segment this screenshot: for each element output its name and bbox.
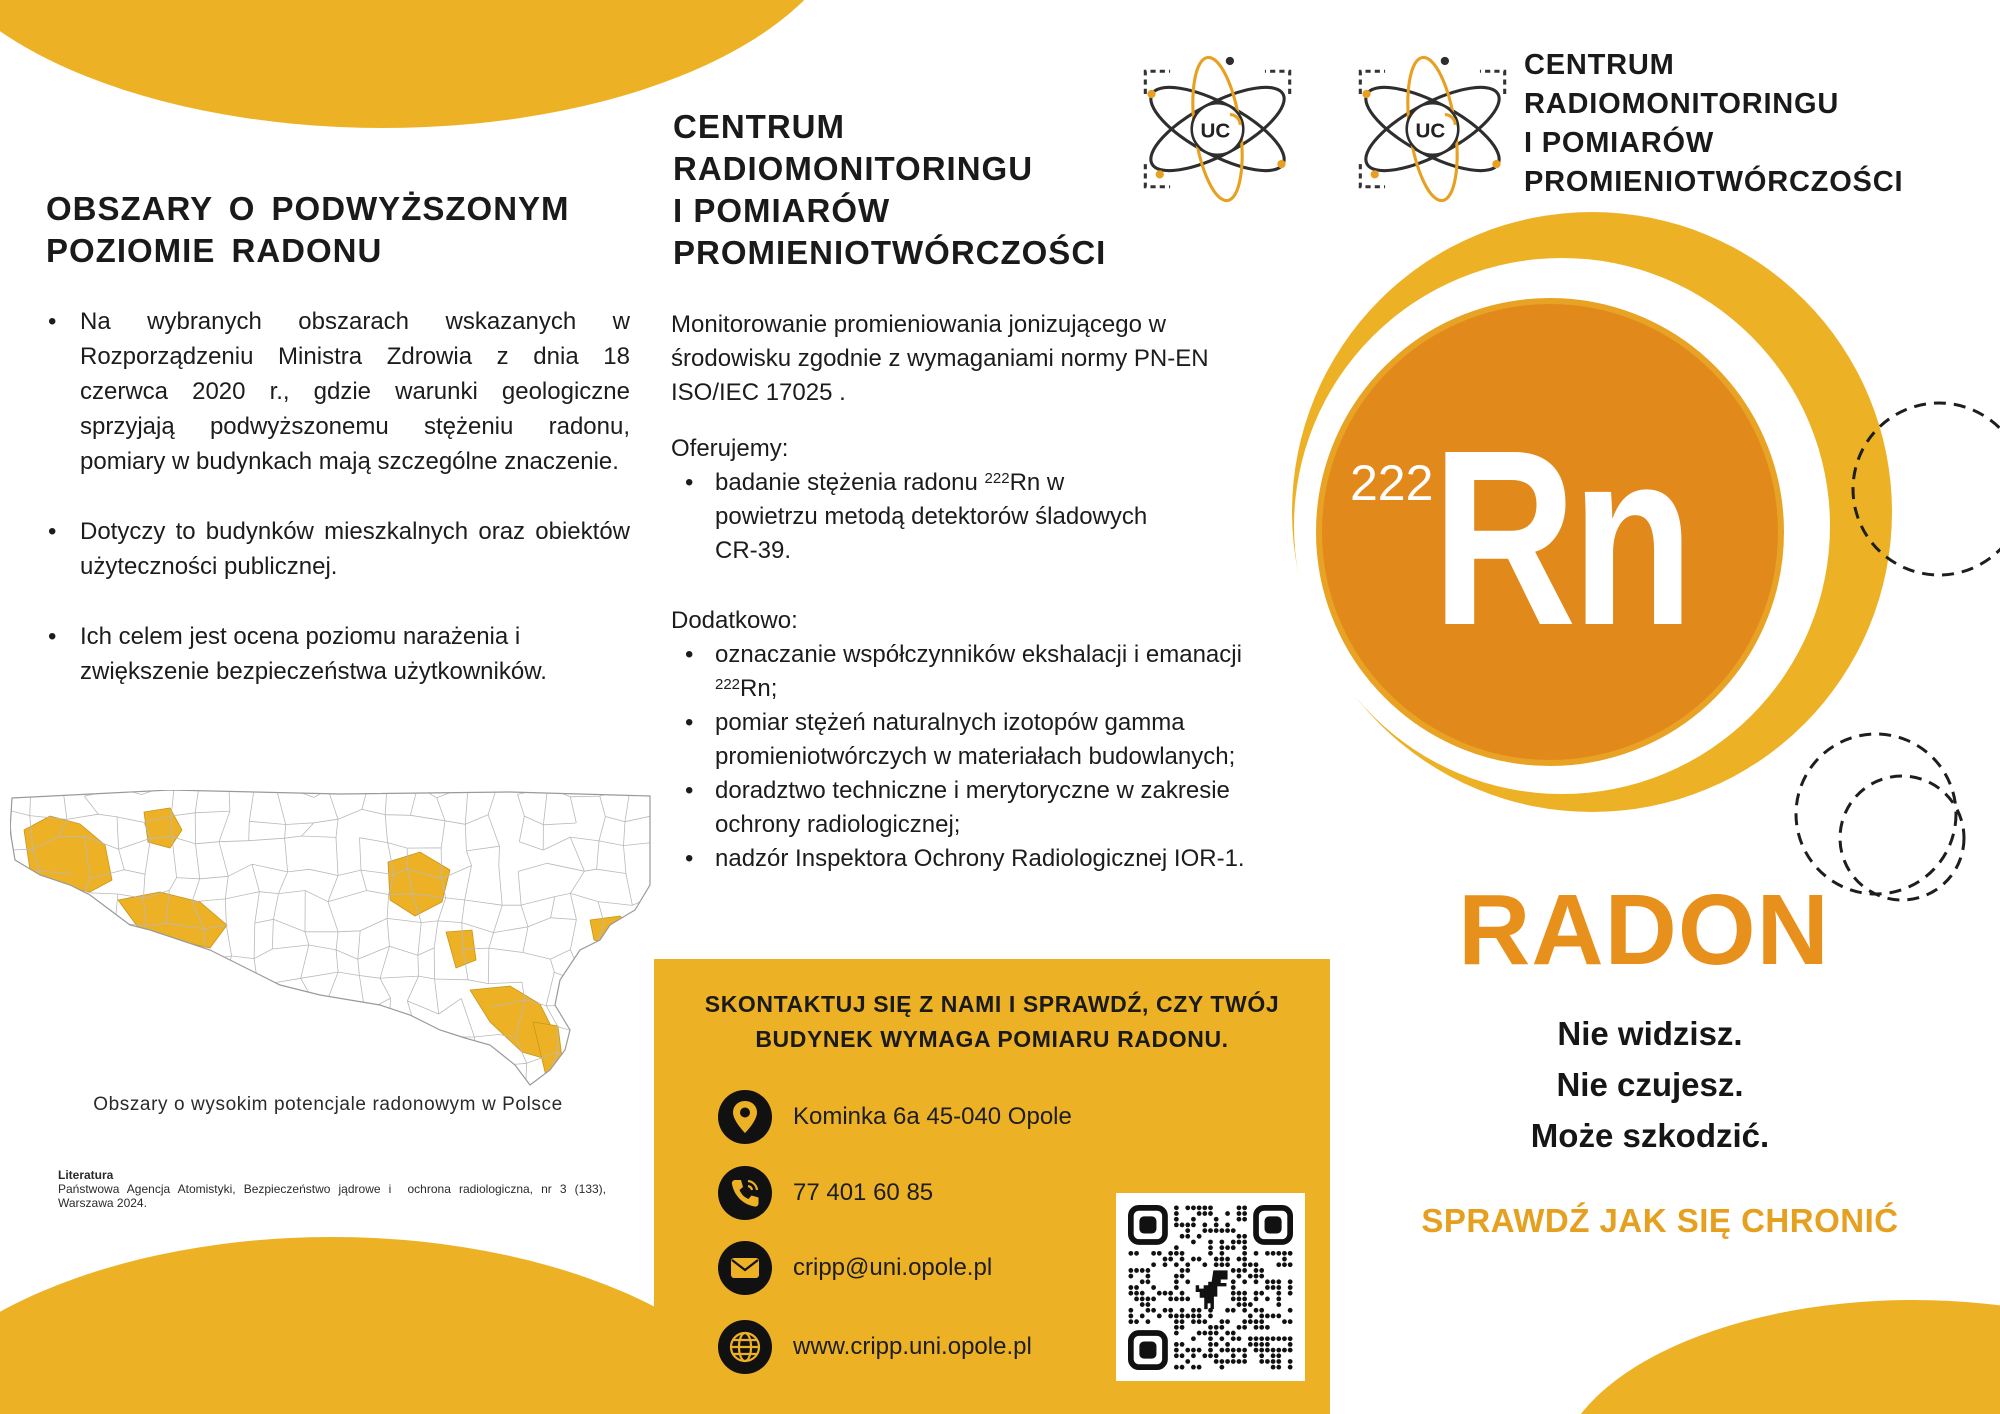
list-item	[671, 466, 1151, 568]
middle-heading-line: PROMIENIOTWÓRCZOŚCI	[673, 234, 1107, 271]
phone-icon	[718, 1166, 772, 1220]
literature-note	[58, 1168, 610, 1210]
left-heading-line: POZIOMIE RADONU	[46, 232, 383, 269]
middle-heading-line: RADIOMONITORINGU	[673, 150, 1034, 187]
atom-logo-right	[1350, 50, 1515, 208]
contact-email[interactable]	[718, 1241, 992, 1295]
list-item: • Na wybranych obszarach wskazanych w Rozporządzeniu Ministra Zdrowia z dnia 18 czerwca 2020 r., gdzie warunki geologiczne sprzyjają podwyższonemu stężeniu radonu, pomiary w budynkach mają szczególne znaczenie.	[46, 304, 630, 479]
item-text: Rn;	[740, 675, 778, 702]
middle-heading	[673, 106, 1106, 274]
extra-label: Dodatkowo:	[671, 607, 798, 634]
bottom-right-yellow-blob	[1556, 1300, 2000, 1414]
dashed-circle-lower-a	[1796, 734, 1956, 894]
envelope-icon	[718, 1241, 772, 1295]
logo-text: UC	[1200, 119, 1231, 143]
phone-text: 77 401 60 85	[793, 1179, 934, 1206]
slogan-line: Nie widzisz.	[1557, 1015, 1743, 1052]
globe-icon	[718, 1320, 772, 1374]
slogans	[1400, 1008, 1900, 1161]
offer-label: Oferujemy:	[671, 435, 789, 462]
qr-code	[1128, 1205, 1293, 1370]
literature-text: Państwowa Agencja Atomistyki, Bezpieczeństwo jądrowe i ochrona radiologiczna, nr 3 (133), Warszawa 2024.	[58, 1182, 610, 1210]
cta-text: SPRAWDŹ JAK SIĘ CHRONIĆ	[1421, 1202, 1899, 1239]
logo-text: UC	[1415, 119, 1446, 143]
item-text: oznaczanie współczynników ekshalacji i emanacji	[715, 641, 1242, 668]
mass-number: 222	[1350, 455, 1434, 511]
radon-title: RADON	[1458, 874, 1830, 986]
contact-address[interactable]	[718, 1090, 1072, 1144]
list-item: • pomiar stężeń naturalnych izotopów gamma promieniotwórczych w materiałach budowlanych;	[671, 706, 1246, 774]
list-item: • Ich celem jest ocena poziomu narażenia i zwiększenie bezpieczeństwa użytkowników.	[46, 619, 630, 689]
left-heading-line: OBSZARY O PODWYŻSZONYM	[46, 190, 570, 227]
left-heading	[46, 188, 570, 272]
radon-map-poland	[10, 790, 660, 1090]
contact-website[interactable]	[718, 1320, 1032, 1374]
element-symbol: Rn	[1432, 398, 1690, 677]
email-link: cripp@uni.opole.pl	[793, 1254, 993, 1281]
radon-areas-list	[46, 304, 630, 724]
right-title-line: CENTRUM	[1524, 49, 1675, 81]
list-item: • nadzór Inspektora Ochrony Radiologicznej IOR-1.	[671, 842, 1246, 876]
right-title-line: I POMIARÓW	[1524, 127, 1715, 159]
isotope-mass-number: 222	[984, 470, 1010, 487]
contact-phone[interactable]	[718, 1166, 933, 1220]
isotope-mass-number: 222	[715, 676, 741, 693]
contact-heading-line: SKONTAKTUJ SIĘ Z NAMI I SPRAWDŹ, CZY TWÓJ	[704, 991, 1280, 1017]
list-item	[671, 638, 1246, 706]
list-item: • doradztwo techniczne i merytoryczne w zakresie ochrony radiologicznej;	[671, 774, 1246, 842]
slogan-line: Nie czujesz.	[1556, 1066, 1744, 1103]
offer-list	[671, 466, 1151, 568]
right-title	[1524, 46, 1903, 202]
literature-title: Literatura	[58, 1168, 114, 1182]
item-text: Rn w powietrzu metodą detektorów śladowych CR-39.	[715, 469, 1148, 564]
contact-heading	[654, 987, 1330, 1057]
extra-services-list	[671, 638, 1246, 876]
address-text: Kominka 6a 45-040 Opole	[793, 1103, 1072, 1130]
atom-logo-middle	[1135, 50, 1300, 208]
right-title-line: RADIOMONITORINGU	[1524, 88, 1840, 120]
item-text: badanie stężenia radonu	[715, 469, 985, 496]
middle-heading-line: I POMIARÓW	[673, 192, 891, 229]
middle-heading-line: CENTRUM	[673, 108, 845, 145]
intro-text: Monitorowanie promieniowania jonizującego w środowisku zgodnie z wymaganiami normy PN-EN ISO/IEC 17025 .	[671, 311, 1209, 406]
right-title-line: PROMIENIOTWÓRCZOŚCI	[1524, 166, 1904, 198]
location-pin-icon	[718, 1090, 772, 1144]
list-item: • Dotyczy to budynków mieszkalnych oraz obiektów użyteczności publicznej.	[46, 514, 630, 584]
slogan-line: Może szkodzić.	[1530, 1117, 1770, 1154]
contact-heading-line: BUDYNEK WYMAGA POMIARU RADONU.	[755, 1026, 1229, 1052]
qr-code-box[interactable]	[1116, 1193, 1305, 1381]
website-link: www.cripp.uni.opole.pl	[793, 1333, 1032, 1360]
map-caption: Obszary o wysokim potencjale radonowym w Polsce	[93, 1094, 563, 1115]
